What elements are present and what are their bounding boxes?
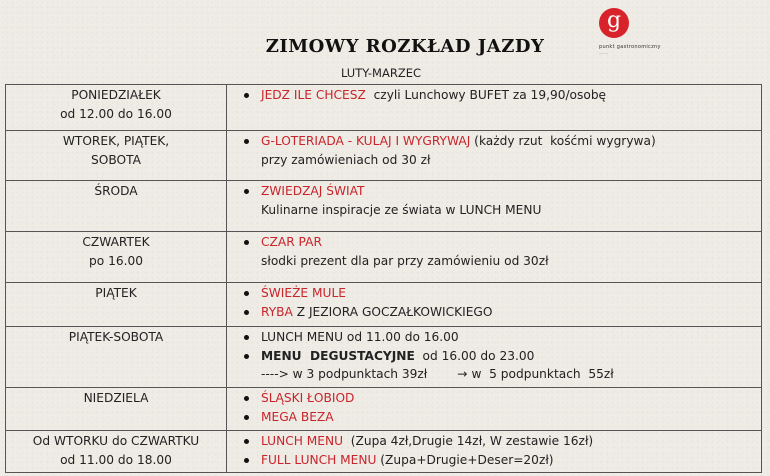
offer-item: [241, 408, 761, 427]
offer-item: [241, 347, 761, 366]
day-cell: [6, 131, 227, 181]
offer-cell: [227, 85, 762, 131]
offer-text: (Zupa+Drugie+Deser=20zł): [376, 452, 554, 467]
table-row: [6, 431, 762, 473]
day-name: ŚRODA: [94, 184, 138, 198]
day-hours: od 11.00 do 18.00: [60, 452, 172, 467]
offer-text: od 16.00 do 23.00: [414, 348, 535, 363]
offer-item: [241, 233, 761, 252]
offer-detail: słodki prezent dla par przy zamówieniu od 30zł: [261, 253, 549, 268]
page-subtitle: LUTY-MARZEC: [340, 66, 422, 80]
offer-highlight: ŚLĄSKI ŁOBIOD: [261, 391, 355, 405]
offer-item: [241, 182, 761, 201]
offer-cell: [227, 283, 762, 327]
offer-text: (każdy rzut kośćmi wygrywa): [470, 134, 656, 148]
day-name: PIĄTEK-SOBOTA: [68, 330, 164, 344]
day-cell: [6, 327, 227, 388]
offer-item: [241, 132, 761, 151]
offer-item: [241, 284, 761, 303]
offer-detail: [241, 365, 761, 384]
offer-item: [241, 451, 761, 470]
offer-item: [241, 86, 761, 105]
table-row: [6, 388, 762, 431]
day-name: CZWARTEK: [82, 235, 150, 249]
offer-cell: [227, 181, 762, 232]
logo-text: punkt gastronomiczny: [599, 44, 661, 50]
offer-detail: Kulinarne inspiracje ze świata w LUNCH MENU: [261, 202, 542, 217]
table-row: [6, 327, 762, 388]
offer-highlight: ŚWIEŻE MULE: [261, 286, 346, 300]
offer-cell: [227, 232, 762, 283]
offer-highlight: G-LOTERIADA - KULAJ I WYGRYWAJ: [261, 134, 471, 148]
price-3-courses: ----> w 3 podpunktach 39zł: [261, 367, 428, 381]
offer-detail: przy zamówieniach od 30 zł: [261, 152, 431, 167]
offer-item: [241, 303, 761, 322]
day-cell: [6, 283, 227, 327]
offer-cell: [227, 388, 762, 431]
offer-highlight: MEGA BEZA: [261, 409, 334, 424]
offer-text: Z JEZIORA GOCZAŁKOWICKIEGO: [292, 304, 493, 319]
table-row: [6, 181, 762, 232]
offer-text: (Zupa 4zł,Drugie 14zł, W zestawie 16zł): [343, 434, 594, 448]
day-cell: [6, 85, 227, 131]
offer-item: [241, 328, 761, 347]
day-name: PONIEDZIAŁEK: [71, 88, 161, 102]
offer-cell: [227, 131, 762, 181]
day-name: WTOREK, PIĄTEK,: [62, 134, 170, 148]
logo-subtext: ........: [599, 51, 608, 55]
offer-highlight: ZWIEDZAJ ŚWIAT: [261, 184, 365, 198]
logo-g-icon: g: [599, 8, 629, 38]
day-cell: [6, 388, 227, 431]
offer-bold: MENU DEGUSTACYJNE: [261, 348, 415, 363]
day-name: PIĄTEK: [95, 286, 137, 300]
offer-highlight: CZAR PAR: [261, 235, 322, 249]
offer-item: [241, 389, 761, 408]
table-row: [6, 131, 762, 181]
offer-text: czyli Lunchowy BUFET za 19,90/osobę: [365, 88, 607, 102]
offer-highlight: JEDZ ILE CHCESZ: [261, 88, 366, 102]
day-name: Od WTORKU do CZWARTKU: [32, 434, 200, 448]
table-row: [6, 232, 762, 283]
page-title: ZIMOWY ROZKŁAD JAZDY: [265, 36, 545, 57]
day-cell: [6, 431, 227, 473]
offer-cell: [227, 327, 762, 388]
brand-logo: [588, 8, 678, 58]
schedule-table: [5, 84, 762, 473]
table-row: [6, 85, 762, 131]
day-hours: po 16.00: [89, 253, 143, 268]
day-hours: od 12.00 do 16.00: [60, 106, 172, 121]
offer-highlight: RYBA: [261, 304, 293, 319]
offer-cell: [227, 431, 762, 473]
offer-highlight: FULL LUNCH MENU: [261, 452, 377, 467]
arrow-right-icon: →: [457, 367, 468, 381]
price-5-courses: w 5 podpunktach 55zł: [471, 367, 614, 381]
day-cell: [6, 181, 227, 232]
offer-highlight: LUNCH MENU: [261, 434, 344, 448]
offer-item: [241, 432, 761, 451]
day-name-cont: SOBOTA: [91, 152, 141, 167]
table-row: [6, 283, 762, 327]
day-cell: [6, 232, 227, 283]
offer-text: LUNCH MENU od 11.00 do 16.00: [261, 330, 459, 344]
day-name: NIEDZIELA: [83, 391, 149, 405]
